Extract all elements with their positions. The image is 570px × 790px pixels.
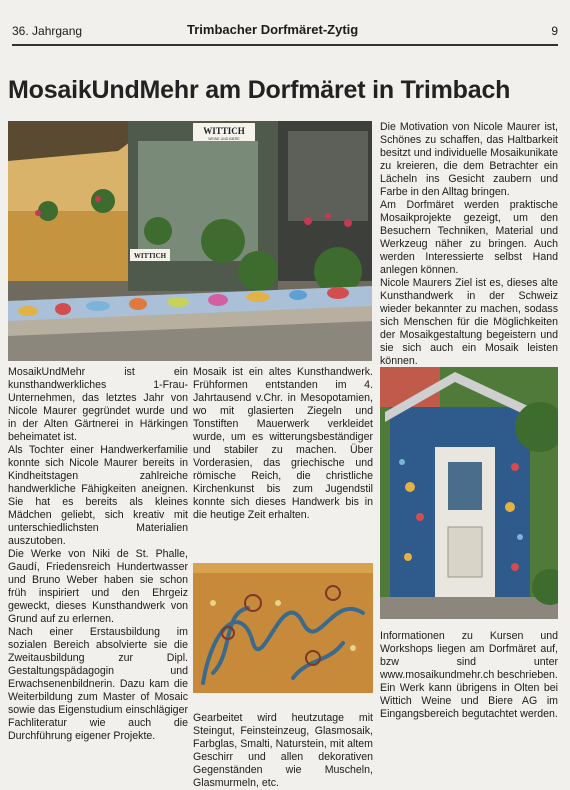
column-1 [8, 366, 188, 743]
sign-subtext: WEINE UND BIERE [208, 137, 240, 141]
column-3 [380, 121, 558, 368]
paragraph: Informationen zu Kursen und Workshops liegen am Dorfmäret auf, bzw sind unter www.mosaikundmehr.ch beschrieben. [380, 630, 558, 681]
paragraph: Die Motivation von Nicole Maurer ist, Schönes zu schaffen, das Haltbarkeit besitzt und individuelle Mosaikunikate zu kreieren, die dem Betrachter ein Lächeln ins Gesicht zaubern und Farbe in den Alltag bringen. [380, 121, 558, 198]
sign-text: WITTICH [203, 126, 245, 136]
paragraph: Am Dorfmäret werden praktische Mosaikprojekte gezeigt, um den Besuchern Techniken, Material und Werkzeug näher zu bringen. Auch werden Interessierte selbst Hand anlegen können. [380, 199, 558, 276]
paragraph: Als Tochter einer Handwerkerfamilie konnte sich Nicole Maurer bereits in Kindheitstagen zahlreiche handwerkliche Fähigkeiten aneignen. Sie hat es bereits als kleines Mädchen geliebt, sich kreativ mit unterschiedlichsten Materialien auszutoben. [8, 444, 188, 547]
paragraph: Nach einer Erstausbildung im sozialen Bereich absolvierte sie die Zweitausbildung zur Dipl. Gestaltungspädagogin und Erwachsenenbildnerin. Dazu kam die Weiterbildung zum Master of Mosaic sowie das Eigenstudium einschlägiger Fachliteratur wie auch die Durchführung eigener Projekte. [8, 626, 188, 742]
mosaic-wall-photo [193, 563, 373, 693]
paragraph: Gearbeitet wird heutzutage mit Steingut, Feinsteinzeug, Glasmosaik, Farbglas, Smalti, Naturstein, mit altem Geschirr und allen dekorativen Gegenständen wie Muscheln, Glasmurmeln, etc. [193, 712, 373, 789]
column-2-bottom [193, 712, 373, 790]
mosaic-door-photo [380, 367, 558, 619]
paragraph: Ein Werk kann übrigens in Olten bei Wittich Weine und Biere AG im Eingangsbereich begutachtet werden. [380, 682, 558, 720]
sign-text-small: WITTICH [133, 252, 167, 260]
article-title: MosaikUndMehr am Dorfmäret in Trimbach [8, 76, 511, 104]
paragraph: Mosaik ist ein altes Kunsthandwerk. Frühformen entstanden im 4. Jahrtausend v.Chr. in Mesopotamien, wo mit glasierten Ziegeln und Tonstiften Mauerwerk verkleidet wurde, um es witterungsbeständiger und stabiler zu machen. Über Vorderasien, das griechische und römische Reich, die christliche Kirchenkunst bis zum Jugendstil konnte sich dieses Handwerk bis in die heutige Zeit erhalten. [193, 366, 373, 521]
issue-label: 36. Jahrgang [12, 24, 83, 38]
column-2 [193, 366, 373, 522]
paragraph: MosaikUndMehr ist ein kunsthandwerkliches 1-Frau-Unternehmen, das letztes Jahr von Nicole Maurer gegründet wurde und in der Alten Gärtnerei in Härkingen beheimatet ist. [8, 366, 188, 443]
storefront-photo [8, 121, 372, 361]
header-rule [12, 44, 558, 46]
paragraph: Nicole Maurers Ziel ist es, dieses alte Kunsthandwerk in der Schweiz wieder bekannter zu machen, sodass sich Menschen für die Möglichkeiten der Mosaikgestaltung begeistern und sie sich auch ein Mosaik leisten können. [380, 277, 558, 367]
page-header [12, 22, 558, 44]
page-number: 9 [551, 24, 558, 38]
paragraph: Die Werke von Niki de St. Phalle, Gaudí, Friedensreich Hundertwasser und Bruno Weber haben sie schon früh inspiriert und den Ehrgeiz geweckt, dieses Kunsthandwerk von Grund auf zu erlernen. [8, 548, 188, 625]
column-3-bottom [380, 630, 558, 721]
newspaper-name: Trimbacher Dorfmäret-Zytig [187, 22, 359, 37]
